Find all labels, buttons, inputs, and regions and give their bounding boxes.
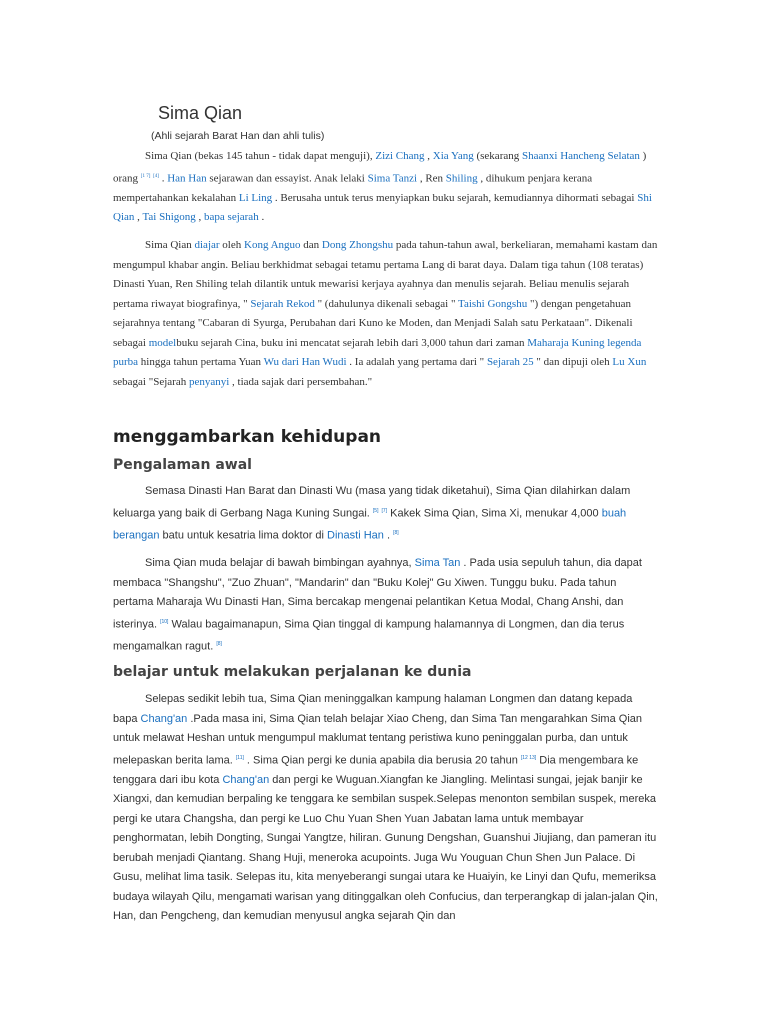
text: . Sima Qian pergi ke dunia apabila dia berusia 20 tahun [243,754,521,767]
text: dan pergi ke Wuguan.Xiangfan ke Jiangling. Melintasi sungai, jejak banjir ke Xiangxi, dan kemudian berpaling ke tenggara ke sembilan suspek.Selepas menonton sembilan suspek, mereka pergi ke utara Changsha, dan pergi ke Luo Chu Yuan Shen Yuan Jabatan lama untuk membayar penghormatan, lebih Dongting, Sungai Yangtze, hiliran. Gunung Dengshan, Guanshui Jiujiang, dan pameran itu berubah menjadi Qiantang. Shang Huji, meneroka acupoints. Juga Wu Youguan Chun Shen Jun Palace. Di Gusu, melihat lima tasik. Selepas itu, kita menyeberangi sungai utara ke Huaiyin, ke Linyi dan Qufu, memeriksa budaya wilayah Qilu, mengamati warisan yang ditinggalkan oleh Confucius, dan terperangkap di jalan-jalan Qin, Han, dan Pengcheng, dan kemudian menyusul angka sejarah Qin dan [113,773,658,923]
text: Sima Qian [145,239,195,251]
text: , dihukum penjara kerana mempertahankan kekalahan [113,172,593,204]
link-sima-tan[interactable]: Sima Tan [414,557,461,569]
text: , [134,211,143,224]
link-shiling[interactable]: Shiling [445,172,478,185]
text: oleh [219,239,244,251]
link-li-ling[interactable]: Li Ling [238,191,273,204]
section-heading-life: menggambarkan kehidupan [113,427,382,447]
intro-paragraph [113,147,658,228]
subsection-heading-travel: belajar untuk melakukan perjalanan ke dunia [113,664,472,680]
biography-paragraph [113,236,658,392]
reference-link[interactable]: [12 13] [520,754,537,761]
page-title: Sima Qian [158,103,243,123]
reference-link[interactable]: [7] [381,507,388,514]
link-changan[interactable]: Chang'an [140,712,188,725]
link-changan-capital[interactable]: Chang'an [222,773,270,786]
text: buku sejarah Cina, buku ini mencatat sejarah lebih dari 3,000 tahun dari zaman [176,336,528,349]
text: (sekarang [473,150,522,162]
text: , [424,150,433,162]
text: .Pada masa ini, Sima Qian telah belajar Xiao Cheng, dan Sima Tan mengarahkan Sima Qian untuk melawat Heshan untuk mengumpul maklumat tentang peristiwa kuno peninggalan purba, dan untuk melepaskan berita lama. [113,712,643,767]
link-sima-tanzi[interactable]: Sima Tanzi [367,172,418,185]
text: sejarawan dan essayist. Anak lelaki [206,172,368,185]
youth-paragraph [113,554,658,657]
text: batu untuk kesatria lima doktor di [159,529,328,542]
text: Sima Qian (bekas 145 tahun - tidak dapat menguji), [145,150,376,162]
reference-link[interactable]: [10] [160,618,169,625]
reference-link[interactable]: [8] [393,529,399,536]
link-lu-xun[interactable]: Lu Xun [612,356,647,368]
text: . [383,529,394,542]
link-tai-shigong[interactable]: Tai Shigong [142,211,196,224]
link-sejarah-rekod[interactable]: Sejarah Rekod [250,297,315,310]
text: Sima Qian muda belajar di bawah bimbingan ayahnya, [145,557,415,569]
text: . [158,172,168,185]
text: hingga tahun pertama Yuan [138,356,264,368]
link-wu-dari-han-wudi[interactable]: Wu dari Han Wudi [263,356,347,368]
text: . Ia adalah yang pertama dari " [346,356,487,368]
text: " (dahulunya dikenali sebagai " [314,297,458,310]
text: ") dengan pengetahuan sejarahnya tentang "Cabaran di Syurga, Perubahan dari Kuno ke Moden, dan Menjadi Salah satu Perkataan". Dikenali sebagai [113,297,633,349]
text: dan [300,239,322,251]
reference-link[interactable]: [4] [153,173,159,179]
link-model[interactable]: model [148,336,177,349]
subsection-heading-early: Pengalaman awal [113,457,252,473]
link-buah-berangan[interactable]: buah berangan [113,507,627,542]
link-shaanxi-hancheng[interactable]: Shaanxi Hancheng Selatan [522,150,640,162]
reference-link[interactable]: [11] [235,754,244,761]
reference-link[interactable]: [8] [216,640,222,647]
text: , tiada sajak dari persembahan." [229,375,373,388]
link-diajar[interactable]: diajar [194,239,220,251]
early-life-paragraph [113,482,658,546]
text: Walau bagaimanapun, Sima Qian tinggal di kampung halamannya di Longmen, dan dia terus mengamalkan ragut. [113,618,625,653]
link-shi-qian[interactable]: Shi Qian [113,191,652,224]
travel-paragraph [113,690,658,927]
link-han-han[interactable]: Han Han [167,172,207,185]
link-xia-yang[interactable]: Xia Yang [432,150,474,162]
page-subtitle: (Ahli sejarah Barat Han dan ahli tulis) [151,130,325,142]
link-maharaja-kuning[interactable]: Maharaja Kuning legenda purba [113,336,642,368]
text: Selepas sedikit lebih tua, Sima Qian meninggalkan kampung halaman Longmen dan datang kepada bapa [113,693,633,725]
text: , Ren [417,172,446,185]
text: sebagai "Sejarah [113,375,189,388]
link-zizi-chang[interactable]: Zizi Chang [375,150,425,162]
link-sejarah-25[interactable]: Sejarah 25 [486,356,534,368]
text: " dan dipuji oleh [533,356,613,368]
link-penyanyi[interactable]: penyanyi [188,375,230,388]
text: , [195,211,205,224]
text: pada tahun-tahun awal, berkeliaran, memahami kastam dan mengumpul khabar angin. Beliau berkhidmat sebagai tetamu pertama Lang di barat daya. Dalam tiga tahun (108 teratas) Dinasti Yuan, Ren Shiling telah dilantik untuk mewarisi kerjaya ayahnya dan menulis sejarah. Beliau menulis sejarah pertama riwayat biografinya, " [113,239,658,310]
text: . [258,211,265,224]
link-dinasti-han[interactable]: Dinasti Han [327,529,384,542]
text: . Berusaha untuk terus menyiapkan buku sejarah, kemudiannya dihormati sebagai [272,191,638,204]
link-dong-zhongshu[interactable]: Dong Zhongshu [321,239,394,251]
text: ) orang [113,150,647,185]
reference-link[interactable]: [1 7] [140,173,151,179]
text: Kakek Sima Qian, Sima Xi, menukar 4,000 [387,507,602,520]
text: . Pada usia sepuluh tahun, dia dapat membaca "Shangshu", "Zuo Zhuan", "Mandarin" dan "Buku Kolej" Gu Xiwen. Tunggu buku. Pada tahun pertama Maharaja Wu Dinasti Han, Sima bercakap mengenai pelantikan Ketua Modal, Chang Anshi, dan isterinya. [113,557,642,631]
link-taishi-gongshu[interactable]: Taishi Gongshu [458,297,528,310]
text: Semasa Dinasti Han Barat dan Dinasti Wu (masa yang tidak diketahui), Sima Qian dilahirkan dalam keluarga yang baik di Gerbang Naga Kuning Sungai. [113,485,631,520]
link-kong-anguo[interactable]: Kong Anguo [244,239,301,251]
text: Dia mengembara ke tenggara dari ibu kota [113,754,639,786]
reference-link[interactable]: [5] [372,507,379,514]
link-bapa-sejarah[interactable]: bapa sejarah [204,211,259,224]
